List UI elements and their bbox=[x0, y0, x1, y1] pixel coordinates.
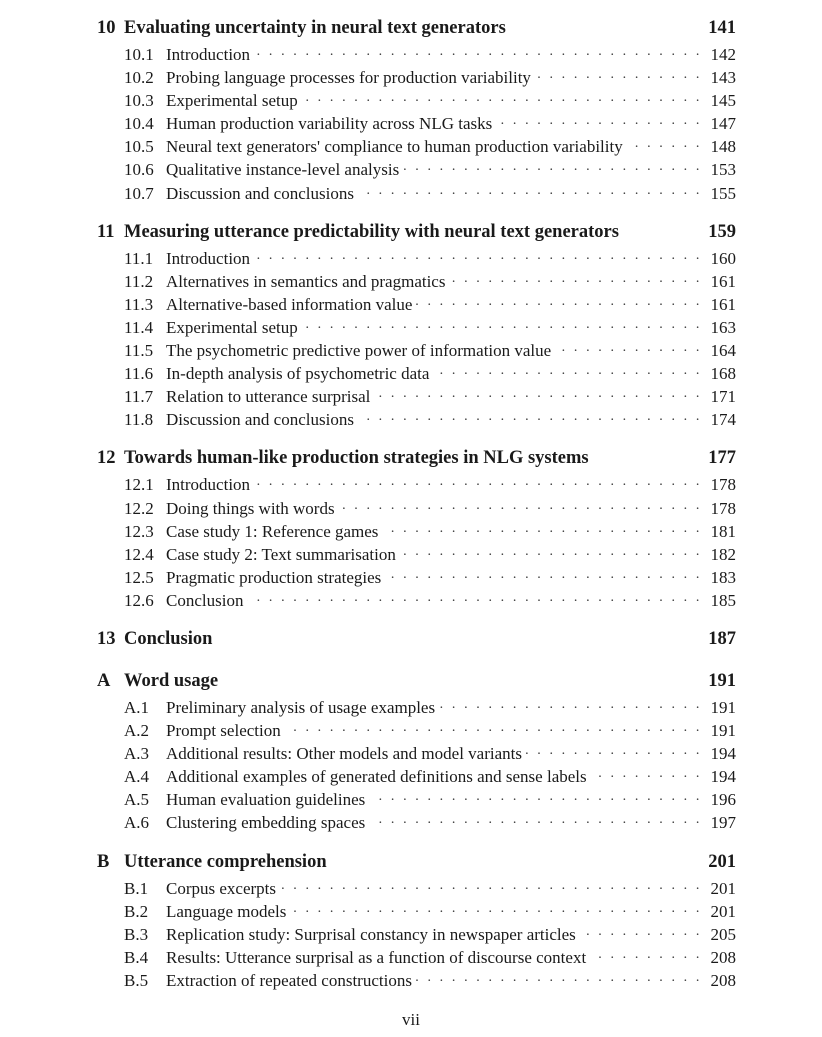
section-page: 194 bbox=[710, 767, 736, 787]
toc-entry[interactable] bbox=[97, 567, 736, 590]
chapter-number: A bbox=[97, 670, 111, 691]
section-page: 205 bbox=[710, 924, 736, 944]
section-page: 208 bbox=[710, 947, 736, 967]
toc-entry[interactable] bbox=[97, 271, 736, 294]
section-number: 12.1 bbox=[124, 475, 154, 495]
section-page: 161 bbox=[710, 271, 736, 291]
section-number: A.6 bbox=[124, 813, 150, 833]
dot-leader bbox=[254, 248, 702, 264]
chapter-page: 201 bbox=[708, 851, 736, 872]
section-number: B.3 bbox=[124, 924, 149, 944]
dot-leader bbox=[374, 386, 702, 402]
dot-leader bbox=[496, 113, 702, 129]
section-title: Experimental setup bbox=[166, 317, 298, 337]
section-page: 155 bbox=[710, 183, 736, 203]
section-number: 12.2 bbox=[124, 498, 154, 518]
section-page: 196 bbox=[710, 790, 736, 810]
chapter-title: Measuring utterance predictability with neural text generators bbox=[124, 221, 619, 242]
section-number: 12.5 bbox=[124, 567, 154, 587]
section-number: 10.6 bbox=[124, 160, 154, 180]
section-page: 168 bbox=[710, 364, 736, 384]
section-title: Additional results: Other models and model variants bbox=[166, 744, 522, 764]
toc-entry[interactable] bbox=[97, 901, 736, 924]
dot-leader bbox=[339, 498, 702, 514]
section-page: 182 bbox=[710, 544, 736, 564]
section-title: Probing language processes for production variability bbox=[166, 68, 531, 88]
toc-entry[interactable] bbox=[97, 521, 736, 544]
section-title: Discussion and conclusions bbox=[166, 183, 354, 203]
section-title: Additional examples of generated definitions and sense labels bbox=[166, 767, 587, 787]
toc-entry[interactable] bbox=[97, 812, 736, 835]
chapter-number: 10 bbox=[97, 18, 116, 38]
section-title: Alternative-based information value bbox=[166, 294, 413, 314]
dot-leader bbox=[280, 878, 702, 894]
toc-entry[interactable] bbox=[97, 697, 736, 720]
chapter-number: 12 bbox=[97, 448, 116, 469]
section-page: 191 bbox=[710, 697, 736, 717]
chapter-12 bbox=[97, 448, 736, 613]
section-title: Prompt selection bbox=[166, 721, 281, 741]
section-title: In-depth analysis of psychometric data bbox=[166, 364, 430, 384]
section-page: 145 bbox=[710, 91, 736, 111]
dot-leader bbox=[526, 743, 702, 759]
section-title: Qualitative instance-level analysis bbox=[166, 160, 400, 180]
toc-entry[interactable] bbox=[97, 317, 736, 340]
section-page: 142 bbox=[710, 45, 736, 64]
section-number: 10.4 bbox=[124, 114, 154, 134]
section-number: 12.3 bbox=[124, 521, 154, 541]
toc-entry[interactable] bbox=[97, 113, 736, 136]
dot-leader bbox=[254, 44, 702, 60]
chapter-13 bbox=[97, 629, 736, 655]
section-number: 10.3 bbox=[124, 91, 154, 111]
toc-entry[interactable] bbox=[97, 67, 736, 90]
section-title: Discussion and conclusions bbox=[166, 410, 354, 430]
chapter-title: Conclusion bbox=[124, 628, 213, 649]
dot-leader bbox=[580, 924, 702, 940]
section-number: A.4 bbox=[124, 767, 150, 787]
section-number: A.1 bbox=[124, 697, 150, 717]
toc-entry[interactable] bbox=[97, 474, 736, 497]
dot-leader bbox=[247, 590, 702, 606]
toc-entry[interactable] bbox=[97, 159, 736, 182]
chapter-title: Utterance comprehension bbox=[124, 851, 327, 872]
section-title: Alternatives in semantics and pragmatics bbox=[166, 271, 446, 291]
section-title: Doing things with words bbox=[166, 498, 335, 518]
toc-entry[interactable] bbox=[97, 386, 736, 409]
toc-entry[interactable] bbox=[97, 136, 736, 159]
section-number: 11.5 bbox=[124, 341, 154, 361]
dot-leader bbox=[302, 90, 702, 106]
toc-entry[interactable] bbox=[97, 789, 736, 812]
section-title: Replication study: Surprisal constancy in newspaper articles bbox=[166, 924, 576, 944]
section-page: 201 bbox=[710, 901, 736, 921]
dot-leader bbox=[416, 294, 702, 310]
section-title: The psychometric predictive power of information value bbox=[166, 341, 552, 361]
toc-entry[interactable] bbox=[97, 409, 736, 432]
section-number: A.2 bbox=[124, 721, 150, 741]
toc-entry[interactable] bbox=[97, 294, 736, 317]
section-page: 160 bbox=[710, 248, 736, 268]
chapter-11 bbox=[97, 222, 736, 433]
chapter-heading[interactable] bbox=[97, 222, 736, 248]
section-title: Language models bbox=[166, 901, 287, 921]
section-title: Preliminary analysis of usage examples bbox=[166, 697, 436, 717]
toc-entry[interactable] bbox=[97, 544, 736, 567]
toc-entry[interactable] bbox=[97, 498, 736, 521]
chapter-title: Word usage bbox=[124, 670, 219, 691]
dot-leader bbox=[449, 271, 702, 287]
section-number: B.2 bbox=[124, 901, 149, 921]
dot-leader bbox=[382, 521, 702, 537]
section-number: B.5 bbox=[124, 970, 149, 990]
dot-leader bbox=[591, 766, 702, 782]
toc-entry[interactable] bbox=[97, 363, 736, 386]
section-page: 171 bbox=[710, 387, 736, 407]
dot-leader bbox=[358, 183, 702, 199]
chapter-heading[interactable] bbox=[97, 18, 736, 44]
dot-leader bbox=[290, 901, 702, 917]
section-number: 11.8 bbox=[124, 410, 154, 430]
section-page: 164 bbox=[710, 341, 736, 361]
section-title: Case study 2: Text summarisation bbox=[166, 544, 396, 564]
section-page: 191 bbox=[710, 721, 736, 741]
dot-leader bbox=[369, 812, 702, 828]
section-title: Extraction of repeated constructions bbox=[166, 970, 412, 990]
section-title: Corpus excerpts bbox=[166, 878, 277, 898]
section-title: Case study 1: Reference games bbox=[166, 521, 379, 541]
section-number: 11.2 bbox=[124, 271, 154, 291]
chapter-number: 11 bbox=[97, 221, 115, 242]
chapter-number: 13 bbox=[97, 628, 116, 649]
page-number: vii bbox=[402, 1010, 420, 1029]
section-page: 178 bbox=[710, 498, 736, 518]
section-title: Neural text generators' compliance to human production variability bbox=[166, 137, 623, 157]
toc-entry[interactable] bbox=[97, 340, 736, 363]
chapter-number: B bbox=[97, 851, 110, 872]
toc-entry[interactable] bbox=[97, 90, 736, 113]
section-page: 201 bbox=[710, 878, 736, 898]
toc-entry[interactable] bbox=[97, 878, 736, 901]
dot-leader bbox=[385, 567, 702, 583]
section-number: 12.4 bbox=[124, 544, 154, 564]
dot-leader bbox=[358, 409, 702, 425]
section-number: A.3 bbox=[124, 744, 150, 764]
toc-entry[interactable] bbox=[97, 743, 736, 766]
section-title: Introduction bbox=[166, 475, 251, 495]
chapter-heading[interactable] bbox=[97, 852, 736, 878]
chapter-title: Evaluating uncertainty in neural text generators bbox=[124, 18, 506, 38]
section-page: 178 bbox=[710, 475, 736, 495]
dot-leader bbox=[254, 474, 702, 490]
toc-entry[interactable] bbox=[97, 947, 736, 970]
dot-leader bbox=[285, 720, 702, 736]
section-page: 161 bbox=[710, 294, 736, 314]
chapter-page: 159 bbox=[708, 221, 736, 242]
chapter-page: 187 bbox=[708, 628, 736, 649]
dot-leader bbox=[403, 159, 702, 175]
section-page: 147 bbox=[710, 114, 736, 134]
section-title: Clustering embedding spaces bbox=[166, 813, 366, 833]
section-title: Relation to utterance surprisal bbox=[166, 387, 371, 407]
section-page: 197 bbox=[710, 813, 736, 833]
appendix-b bbox=[97, 852, 736, 993]
toc-entry[interactable] bbox=[97, 766, 736, 789]
chapter-title: Towards human-like production strategies in NLG systems bbox=[124, 448, 589, 469]
dot-leader bbox=[302, 317, 702, 333]
section-number: 10.2 bbox=[124, 68, 154, 88]
section-number: 10.7 bbox=[124, 183, 154, 203]
appendix-a bbox=[97, 671, 736, 836]
section-number: 11.6 bbox=[124, 364, 154, 384]
section-page: 183 bbox=[710, 567, 736, 587]
dot-leader bbox=[439, 697, 702, 713]
chapter-10 bbox=[97, 18, 736, 206]
toc-entry[interactable] bbox=[97, 924, 736, 947]
section-page: 174 bbox=[710, 410, 736, 430]
section-page: 163 bbox=[710, 317, 736, 337]
section-title: Experimental setup bbox=[166, 91, 298, 111]
section-number: 11.3 bbox=[124, 294, 154, 314]
dot-leader bbox=[433, 363, 702, 379]
toc-entry[interactable] bbox=[97, 248, 736, 271]
section-page: 143 bbox=[710, 68, 736, 88]
section-title: Introduction bbox=[166, 45, 251, 64]
section-title: Results: Utterance surprisal as a function of discourse context bbox=[166, 947, 587, 967]
section-title: Human production variability across NLG tasks bbox=[166, 114, 493, 134]
section-title: Pragmatic production strategies bbox=[166, 567, 382, 587]
section-page: 208 bbox=[710, 970, 736, 990]
section-title: Introduction bbox=[166, 248, 251, 268]
dot-leader bbox=[400, 544, 702, 560]
section-title: Conclusion bbox=[166, 590, 244, 610]
section-number: B.4 bbox=[124, 947, 149, 967]
section-number: 11.1 bbox=[124, 248, 154, 268]
table-of-contents bbox=[97, 18, 736, 1009]
dot-leader bbox=[369, 789, 702, 805]
chapter-heading[interactable] bbox=[97, 671, 736, 697]
section-title: Human evaluation guidelines bbox=[166, 790, 366, 810]
section-page: 148 bbox=[710, 137, 736, 157]
section-page: 181 bbox=[710, 521, 736, 541]
section-number: 11.7 bbox=[124, 387, 154, 407]
toc-entry[interactable] bbox=[97, 970, 736, 993]
section-number: B.1 bbox=[124, 878, 149, 898]
dot-leader bbox=[590, 947, 702, 963]
toc-entry[interactable] bbox=[97, 590, 736, 613]
dot-leader bbox=[627, 136, 702, 152]
dot-leader bbox=[535, 67, 702, 83]
toc-entry[interactable] bbox=[97, 720, 736, 743]
section-number: 11.4 bbox=[124, 317, 154, 337]
chapter-page: 141 bbox=[708, 18, 736, 38]
section-page: 194 bbox=[710, 744, 736, 764]
dot-leader bbox=[416, 970, 702, 986]
chapter-page: 177 bbox=[708, 448, 736, 469]
chapter-heading[interactable] bbox=[97, 448, 736, 474]
toc-entry[interactable] bbox=[97, 183, 736, 206]
chapter-page: 191 bbox=[708, 670, 736, 691]
section-number: 10.1 bbox=[124, 45, 154, 64]
section-number: 12.6 bbox=[124, 590, 154, 610]
dot-leader bbox=[555, 340, 702, 356]
section-page: 185 bbox=[710, 590, 736, 610]
toc-entry[interactable] bbox=[97, 44, 736, 67]
section-number: 10.5 bbox=[124, 137, 154, 157]
section-page: 153 bbox=[710, 160, 736, 180]
chapter-heading[interactable] bbox=[97, 629, 736, 655]
section-number: A.5 bbox=[124, 790, 150, 810]
